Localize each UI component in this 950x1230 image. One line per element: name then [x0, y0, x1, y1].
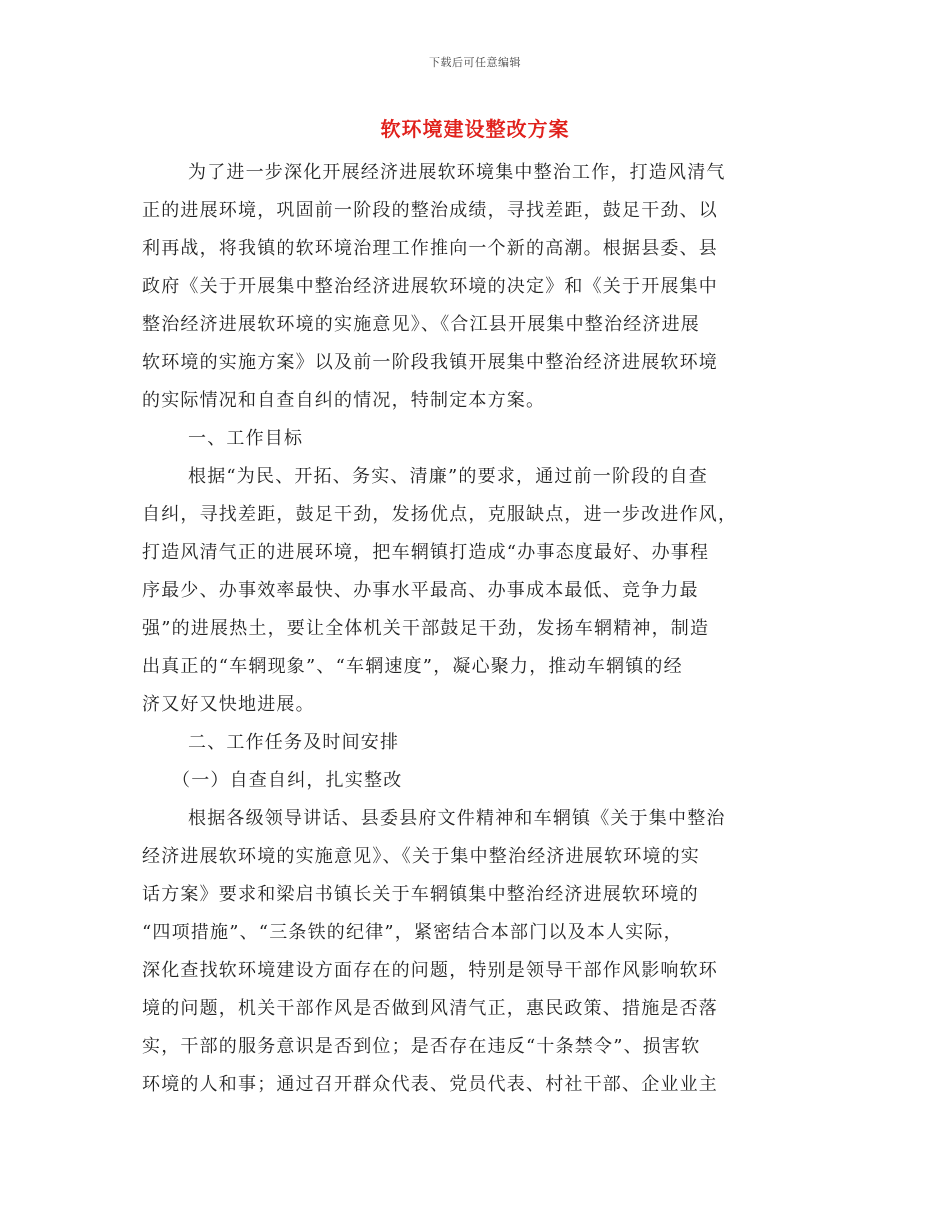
document-title: 软环境建设整改方案	[380, 117, 570, 141]
text-line: 正的进展环境，巩固前一阶段的整治成绩，寻找差距，鼓足干劲、以	[142, 200, 718, 221]
text-line: 济又好又快地进展。	[142, 694, 315, 715]
text-line: 实，干部的服务意识是否到位；是否存在违反“十条禁令”、损害软	[142, 1036, 701, 1057]
text-line: 强”的进展热土，要让全体机关干部鼓足干劲，发扬车辋精神，制造	[142, 618, 710, 639]
text-line: 境的问题，机关干部作风是否做到风清气正，惠民政策、措施是否落	[142, 998, 718, 1019]
text-line: 利再战，将我镇的软环境治理工作推向一个新的高潮。根据县委、县	[142, 238, 718, 259]
text-line: 为了进一步深化开展经济进展软环境集中整治工作，打造风清气	[188, 162, 726, 183]
text-line: 的实际情况和自查自纠的情况，特制定本方案。	[142, 390, 546, 411]
header-note: 下载后可任意编辑	[429, 56, 521, 69]
text-line: 政府《关于开展集中整治经济进展软环境的决定》和《关于开展集中	[142, 276, 718, 297]
text-line: 一、工作目标	[188, 428, 304, 449]
text-line: （一）自查自纠，扎实整改	[172, 770, 403, 791]
text-line: 打造风清气正的进展环境，把车辋镇打造成“办事态度最好、办事程	[142, 542, 710, 563]
text-line: 整治经济进展软环境的实施意见》、《合江县开展集中整治经济进展	[142, 314, 700, 335]
text-line: 根据“为民、开拓、务实、清廉”的要求，通过前一阶段的自查	[188, 466, 709, 487]
text-line: 出真正的“车辋现象”、“车辋速度”，凝心聚力，推动车辋镇的经	[142, 656, 683, 677]
text-line: 二、工作任务及时间安排	[188, 732, 400, 753]
document-body	[142, 154, 802, 1104]
text-line: “四项措施”、“三条铁的纪律”，紧密结合本部门以及本人实际，	[142, 922, 683, 943]
text-line: 话方案》要求和梁启书镇长关于车辋镇集中整治经济进展软环境的	[142, 884, 699, 905]
text-line: 自纠，寻找差距，鼓足干劲，发扬优点，克服缺点，进一步改进作风，	[142, 504, 738, 525]
text-line: 根据各级领导讲话、县委县府文件精神和车辋镇《关于集中整治	[188, 808, 726, 829]
text-line: 经济进展软环境的实施意见》、《关于集中整治经济进展软环境的实	[142, 846, 700, 867]
text-line: 软环境的实施方案》以及前一阶段我镇开展集中整治经济进展软环境	[142, 352, 718, 373]
text-line: 序最少、办事效率最快、办事水平最高、办事成本最低、竞争力最	[142, 580, 699, 601]
text-line: 环境的人和事；通过召开群众代表、党员代表、村社干部、企业业主	[142, 1074, 718, 1095]
text-line: 深化查找软环境建设方面存在的问题，特别是领导干部作风影响软环	[142, 960, 718, 981]
